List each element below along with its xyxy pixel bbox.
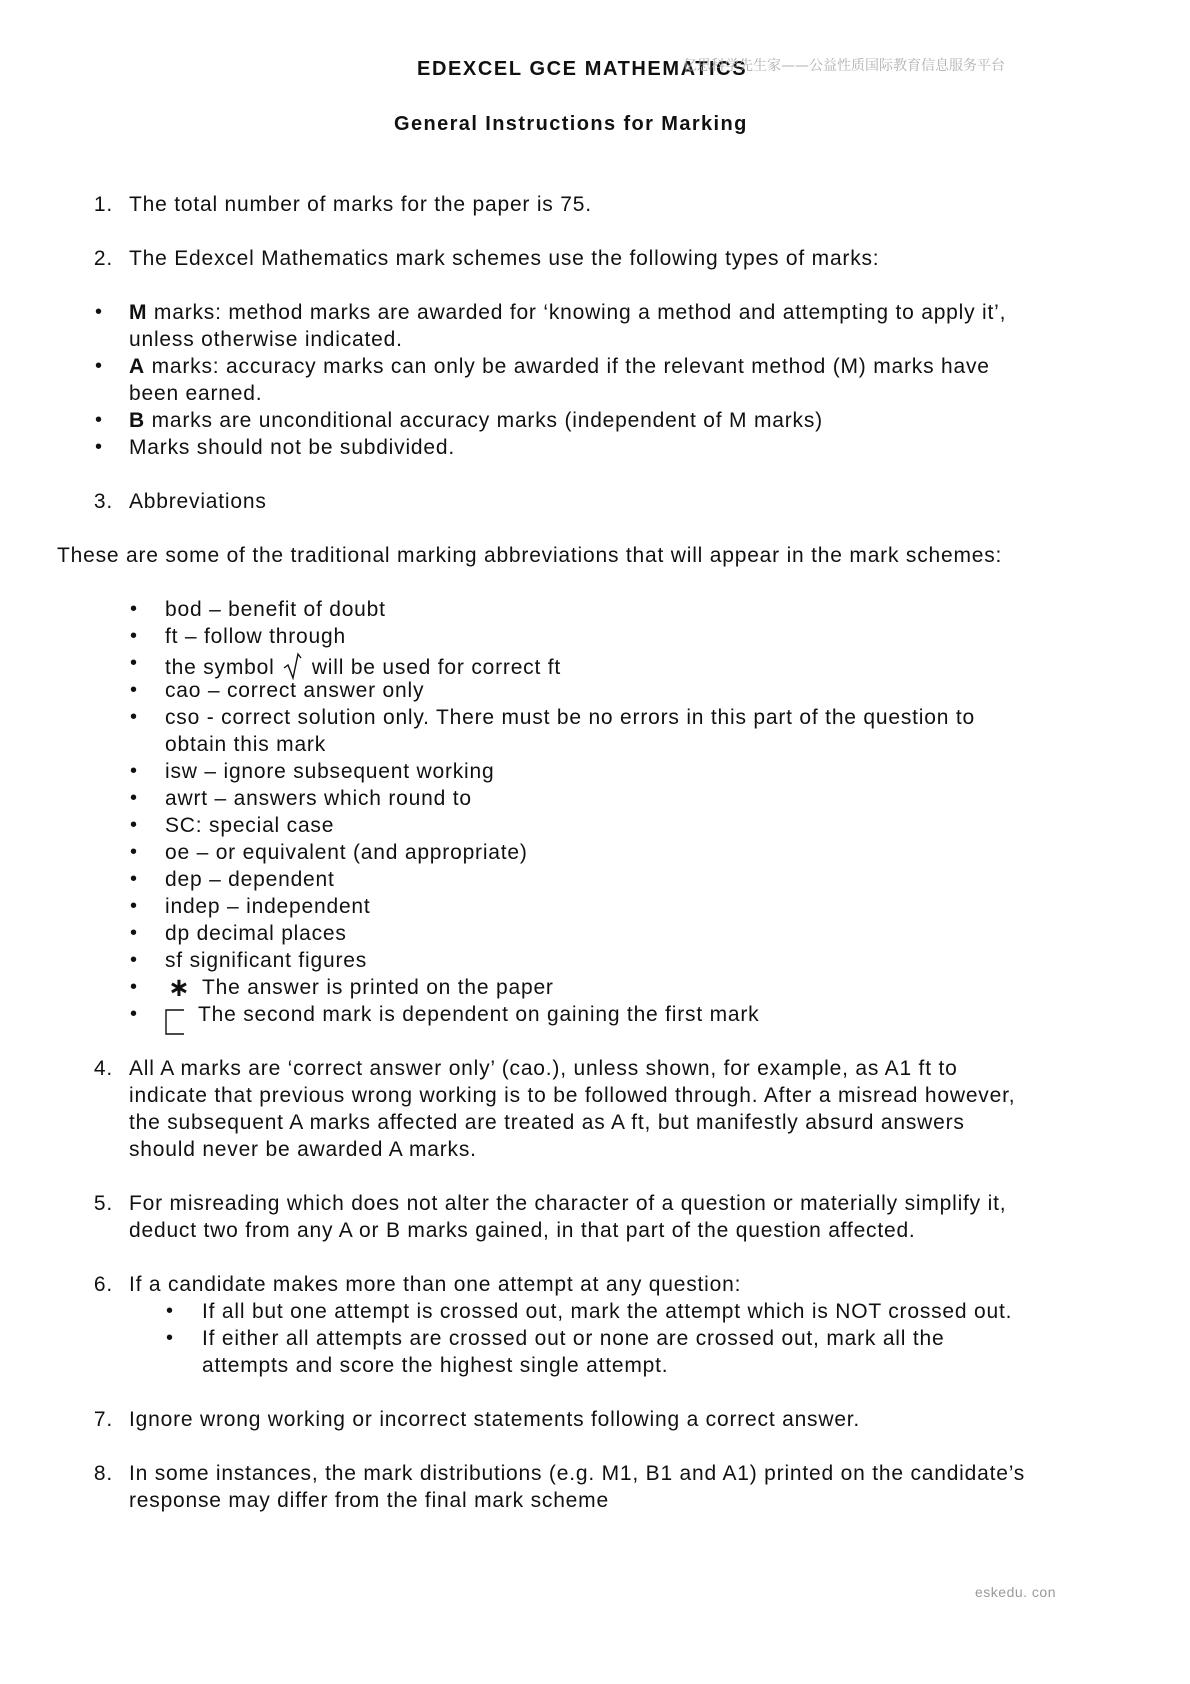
- list-item: [129, 355, 990, 379]
- mark-type-label: B: [129, 409, 145, 432]
- watermark-text: 亿思科学先生家——公益性质国际教育信息服务平台: [683, 58, 1005, 74]
- bullet: •: [130, 895, 138, 917]
- bullet: •: [95, 355, 103, 377]
- item-number: 4.: [93, 1057, 113, 1080]
- bullet: •: [130, 760, 138, 782]
- tick-root-icon: [281, 652, 305, 680]
- list-item-text: If either all attempts are crossed out or none are crossed out, mark all the: [202, 1327, 945, 1350]
- item-number: 5.: [93, 1192, 113, 1215]
- list-item-text: will be used for correct ft: [311, 656, 562, 679]
- item-text: All A marks are ‘correct answer only’ (cao.), unless shown, for example, as A1 ft to: [129, 1057, 958, 1080]
- item-number: 3.: [93, 490, 113, 513]
- list-item: [165, 652, 561, 680]
- list-item-text: the symbol: [165, 656, 275, 679]
- list-item-text: sf significant figures: [165, 949, 368, 972]
- bullet: •: [130, 679, 138, 701]
- list-item-text: Marks should not be subdivided.: [129, 436, 455, 459]
- list-item: [129, 301, 1006, 325]
- bullet: •: [130, 598, 138, 620]
- list-item-text: bod – benefit of doubt: [165, 598, 386, 621]
- list-item-text: awrt – answers which round to: [165, 787, 472, 810]
- list-item-text: The answer is printed on the paper: [202, 976, 554, 999]
- item-text: indicate that previous wrong working is to be followed through. After a misread however,: [129, 1084, 1016, 1107]
- list-item-text: obtain this mark: [165, 733, 327, 756]
- page-title: EDEXCEL GCE MATHEMATICS: [417, 58, 748, 80]
- bullet: •: [130, 706, 138, 728]
- bullet: •: [130, 868, 138, 890]
- item-text: The Edexcel Mathematics mark schemes use the following types of marks:: [129, 247, 880, 270]
- item-text: deduct two from any A or B marks gained, in that part of the question affected.: [129, 1219, 916, 1242]
- bullet: •: [130, 814, 138, 836]
- list-item-text: The second mark is dependent on gaining the first mark: [198, 1003, 760, 1026]
- bullet: •: [130, 787, 138, 809]
- bullet: •: [95, 436, 103, 458]
- item-text: Abbreviations: [129, 490, 267, 513]
- list-item-text: marks are unconditional accuracy marks (independent of M marks): [144, 409, 823, 432]
- bullet: •: [130, 922, 138, 944]
- item-text: If a candidate makes more than one attempt at any question:: [129, 1273, 742, 1296]
- bullet: •: [95, 409, 103, 431]
- bullet: •: [130, 841, 138, 863]
- list-item-text: isw – ignore subsequent working: [165, 760, 495, 783]
- bullet: •: [130, 1003, 138, 1025]
- abbreviations-intro: These are some of the traditional marking abbreviations that will appear in the mark schemes:: [57, 544, 1003, 567]
- list-item-text: attempts and score the highest single attempt.: [202, 1354, 669, 1377]
- list-item-text: dp decimal places: [165, 922, 347, 945]
- bullet: •: [166, 1300, 174, 1322]
- item-text: The total number of marks for the paper is 75.: [129, 193, 592, 216]
- item-text: For misreading which does not alter the character of a question or materially simplify it,: [129, 1192, 1007, 1215]
- list-item-text: cso - correct solution only. There must be no errors in this part of the question to: [165, 706, 975, 729]
- list-item-text: indep – independent: [165, 895, 371, 918]
- list-item: [129, 409, 823, 433]
- page-subtitle: General Instructions for Marking: [394, 113, 748, 135]
- item-number: 6.: [93, 1273, 113, 1296]
- footer-site: eskedu. con: [975, 1584, 1056, 1600]
- item-number: 7.: [93, 1408, 113, 1431]
- list-item-text: marks: method marks are awarded for ‘knowing a method and attempting to apply it’,: [147, 301, 1007, 324]
- list-item-text: oe – or equivalent (and appropriate): [165, 841, 528, 864]
- list-item-text: dep – dependent: [165, 868, 335, 891]
- item-text: In some instances, the mark distributions (e.g. M1, B1 and A1) printed on the candidate’s: [129, 1462, 1026, 1485]
- item-text: Ignore wrong working or incorrect statements following a correct answer.: [129, 1408, 861, 1431]
- item-number: 8.: [93, 1462, 113, 1485]
- bullet: •: [95, 301, 103, 323]
- mark-type-label: A: [129, 355, 145, 378]
- item-text: should never be awarded A marks.: [129, 1138, 477, 1161]
- item-text: the subsequent A marks affected are treated as A ft, but manifestly absurd answers: [129, 1111, 965, 1134]
- bullet: •: [130, 625, 138, 647]
- list-item-text: been earned.: [129, 382, 263, 405]
- item-number: 1.: [93, 193, 113, 216]
- bullet: •: [130, 976, 138, 998]
- item-text: response may differ from the final mark scheme: [129, 1489, 609, 1512]
- bullet: •: [130, 949, 138, 971]
- bullet: •: [166, 1327, 174, 1349]
- list-item-text: ft – follow through: [165, 625, 346, 648]
- list-item-text: SC: special case: [165, 814, 335, 837]
- list-item-text: If all but one attempt is crossed out, mark the attempt which is NOT crossed out.: [202, 1300, 1013, 1323]
- list-item-text: cao – correct answer only: [165, 679, 425, 702]
- list-item-text: unless otherwise indicated.: [129, 328, 403, 351]
- list-item-text: marks: accuracy marks can only be awarded if the relevant method (M) marks have: [144, 355, 990, 378]
- dependency-bracket-icon: [164, 1008, 186, 1036]
- bullet: •: [130, 652, 138, 674]
- asterisk-icon: ∗: [168, 972, 191, 1002]
- item-number: 2.: [93, 247, 113, 270]
- mark-type-label: M: [129, 301, 148, 324]
